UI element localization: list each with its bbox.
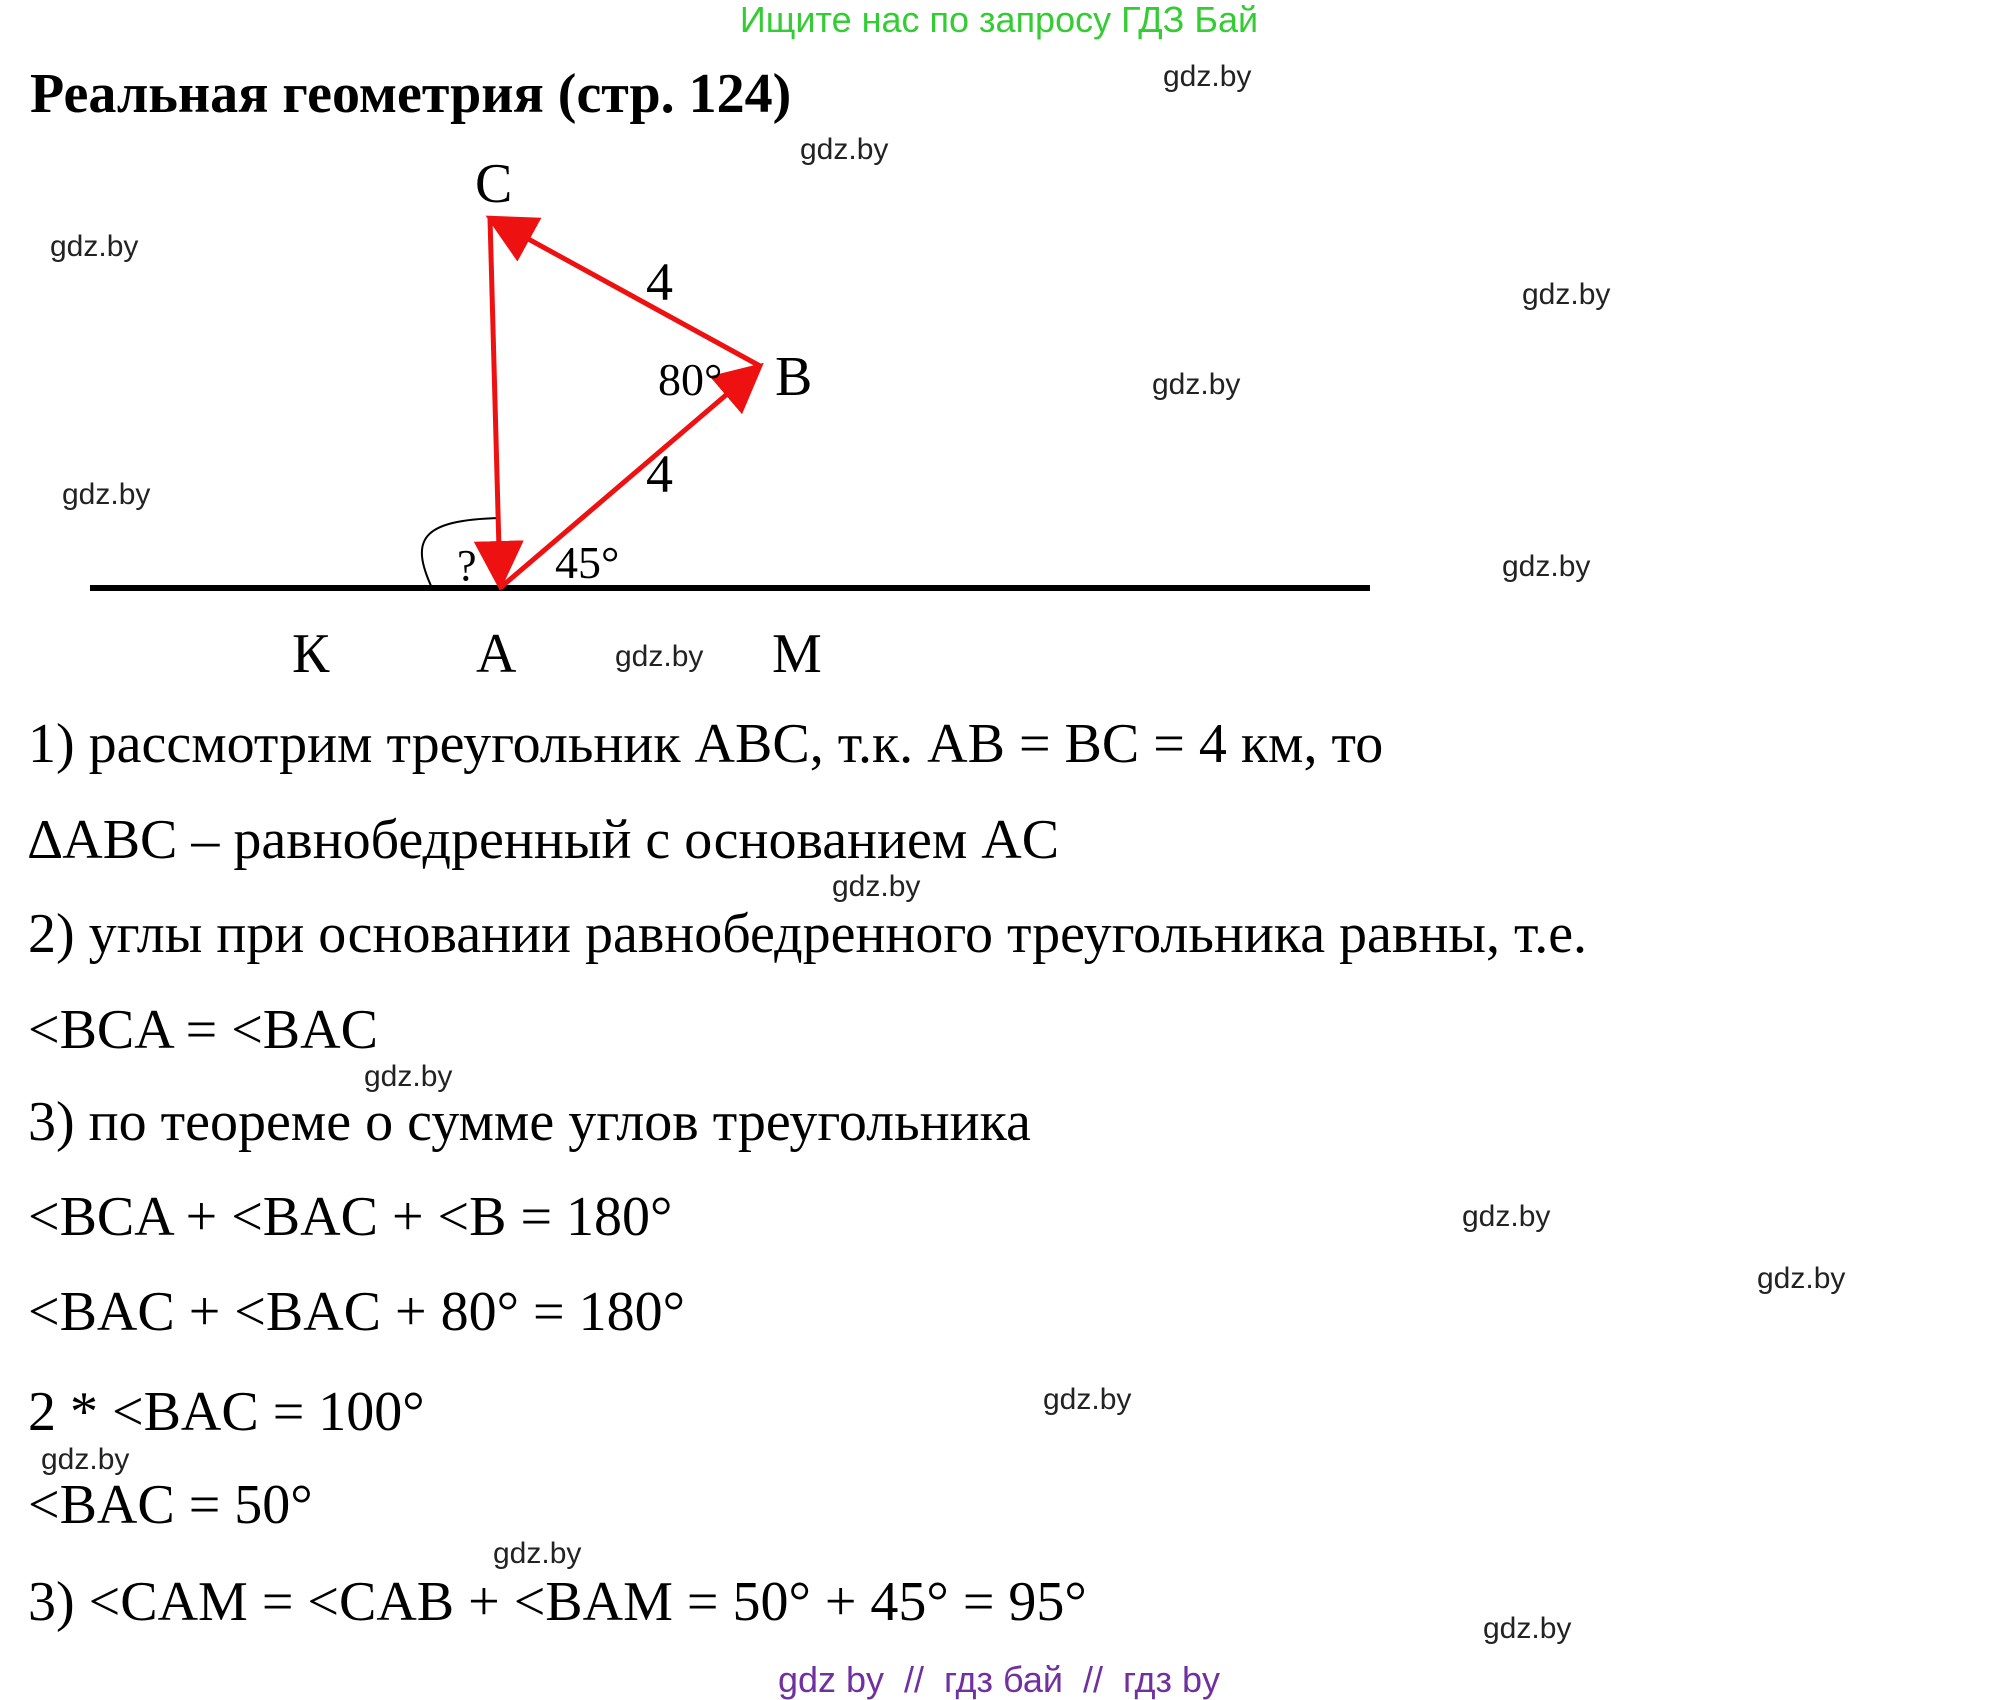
- solution-line-6: <BCA + <BAC + <B = 180°: [28, 1186, 673, 1248]
- watermark: gdz.by: [832, 870, 921, 903]
- watermark: gdz.by: [1462, 1200, 1551, 1233]
- watermark: gdz.by: [1522, 278, 1611, 311]
- triangle-diagram: [0, 150, 1400, 690]
- top-banner: Ищите нас по запросу ГДЗ Бай: [739, 0, 1259, 40]
- solution-line-3: 2) углы при основании равнобедренного треугольника равны, т.е.: [28, 903, 1588, 965]
- watermark: gdz.by: [1043, 1383, 1132, 1416]
- vertex-b-label: B: [775, 346, 813, 408]
- point-a-label: А: [476, 623, 517, 685]
- watermark: gdz.by: [493, 1537, 582, 1570]
- vertex-c-label: C: [475, 153, 513, 215]
- angle-unknown-label: ?: [457, 541, 477, 590]
- solution-line-4: <BCA = <BAC: [28, 999, 378, 1061]
- watermark: gdz.by: [1163, 60, 1252, 93]
- segment-bc: [490, 218, 760, 366]
- point-m-label: М: [772, 623, 822, 685]
- solution-line-2: ∆ABC – равнобедренный с основанием AC: [28, 809, 1060, 871]
- segment-ca: [490, 218, 500, 586]
- solution-line-7: <BAC + <BAC + 80° = 180°: [28, 1281, 685, 1343]
- page-title: Реальная геометрия (стр. 124): [30, 63, 792, 125]
- watermark: gdz.by: [1757, 1262, 1846, 1295]
- solution-line-5: 3) по теореме о сумме углов треугольника: [28, 1091, 1031, 1153]
- solution-line-1: 1) рассмотрим треугольник ABC, т.к. AB = BC = 4 км, то: [28, 713, 1384, 775]
- watermark: gdz.by: [50, 230, 139, 263]
- solution-line-8: 2 * <BAC = 100°: [28, 1381, 425, 1443]
- watermark: gdz.by: [1152, 368, 1241, 401]
- solution-line-9: <BAC = 50°: [28, 1474, 313, 1536]
- solution-line-10: 3) <CAM = <CAB + <BAM = 50° + 45° = 95°: [28, 1571, 1087, 1633]
- side-cb-label: 4: [646, 252, 673, 312]
- watermark: gdz.by: [1502, 550, 1591, 583]
- side-ab-label: 4: [646, 444, 673, 504]
- watermark: gdz.by: [41, 1443, 130, 1476]
- point-k-label: К: [292, 623, 330, 685]
- watermark: gdz.by: [364, 1060, 453, 1093]
- footer-links: gdz by // гдз бай // гдз by: [777, 1659, 1221, 1700]
- watermark: gdz.by: [615, 640, 704, 673]
- angle-bam-label: 45°: [555, 537, 620, 588]
- watermark: gdz.by: [800, 133, 889, 166]
- watermark: gdz.by: [62, 478, 151, 511]
- watermark: gdz.by: [1483, 1612, 1572, 1645]
- angle-b-label: 80°: [658, 354, 723, 405]
